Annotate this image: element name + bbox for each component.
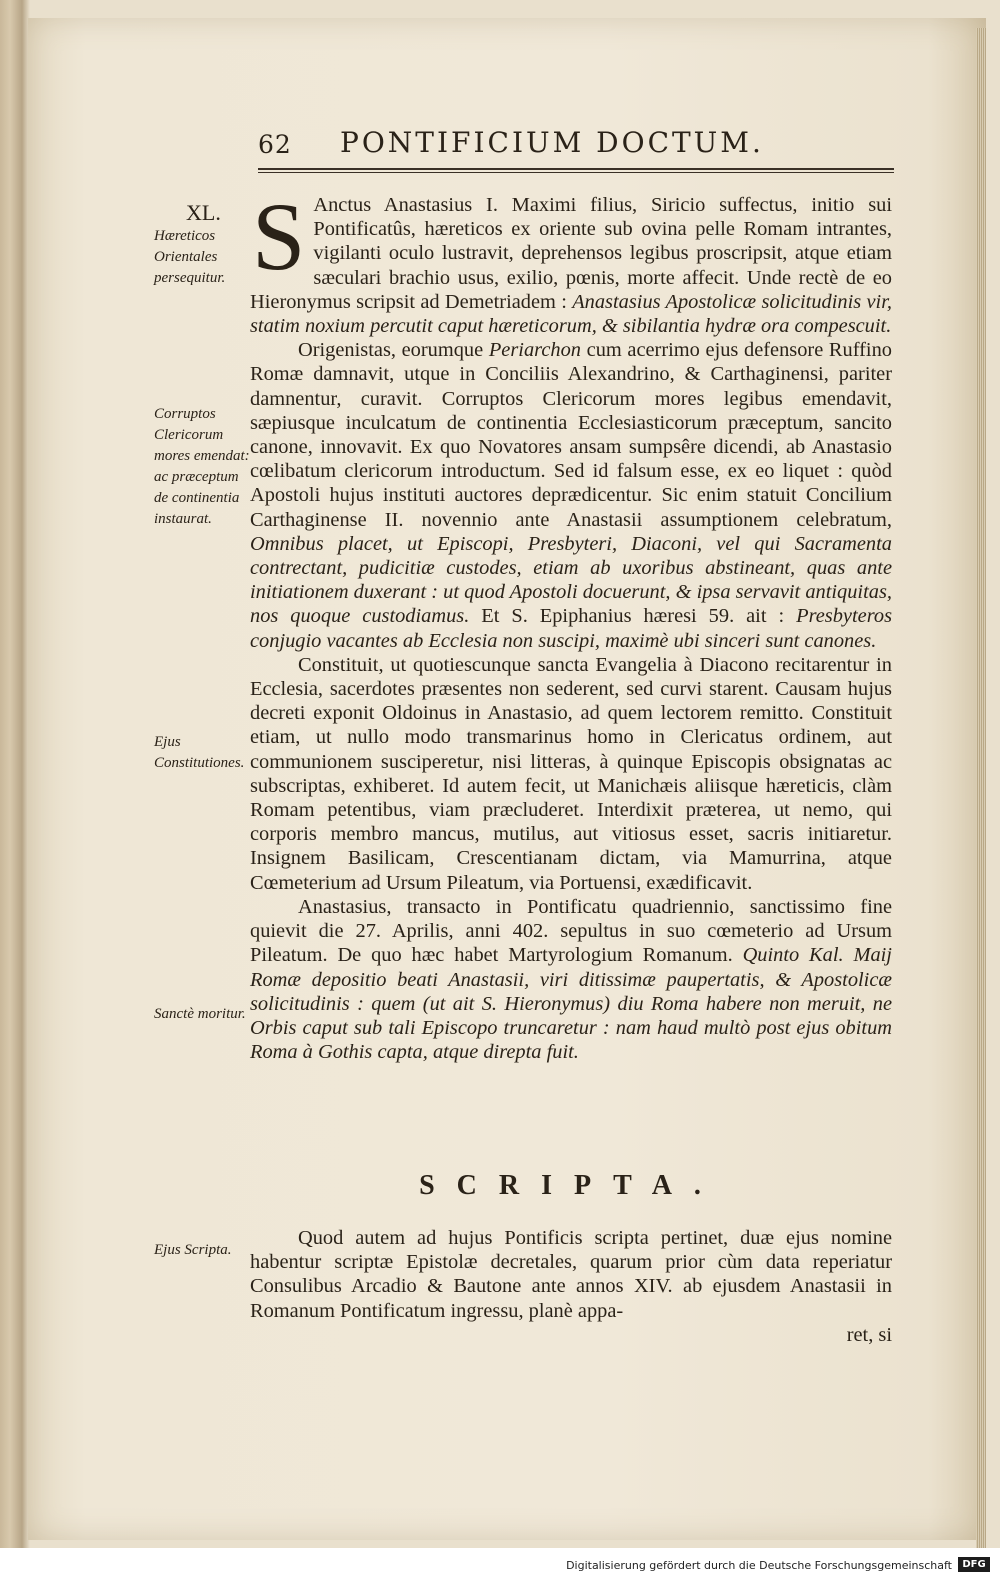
running-title: PONTIFICIUM DOCTUM. bbox=[340, 126, 764, 159]
paragraph-4-text: Anastasius, transacto in Pontificatu quadriennio, sanctissimo fine quievit die 27. Aprilis, anni 402. sepultus in suo cœmeterio ad Ursum Pileatum. De quo hæc habet Martyrologium Romanum. bbox=[250, 895, 892, 967]
margin-note-death: Sanctè moritur. bbox=[154, 1006, 246, 1022]
paragraph-1 bbox=[250, 183, 892, 338]
header-rule bbox=[258, 168, 894, 173]
paragraph-2 bbox=[250, 338, 892, 653]
dfg-logo: DFG bbox=[958, 1557, 990, 1572]
paragraph-2-text-c: Et S. Epiphanius hæresi 59. ait : bbox=[481, 605, 785, 628]
drop-cap: S bbox=[252, 183, 306, 290]
page-number: 62 bbox=[258, 130, 292, 159]
paragraph-2-quote-council: Omnibus placet, ut Episcopi, Presbyteri, Diaconi, vel qui Sacramenta contrectant, pudicitiæ custodes, etiam ab uxoribus abstineant, quas ante initiationem duxerant : ut quod Apostoli docuerunt, & ipsa servavit antiquitas, nos quoque custodiamus. bbox=[250, 532, 892, 628]
page-edge bbox=[976, 28, 986, 1558]
paragraph-4 bbox=[250, 895, 892, 1064]
chapter-numeral: XL. bbox=[186, 200, 221, 225]
margin-note-constitutions: Ejus Constitutiones. bbox=[154, 734, 245, 771]
paragraph-1-quote: Anastasius Apostolicæ solicitudinis vir, statim noxium percutit caput hæreticorum, & sibilantia hydræ ora compescuit. bbox=[250, 290, 892, 338]
paragraph-1-text: Anctus Anastasius I. Maximi filius, Siricio suffectus, initio sui Pontificatûs, hæreticos ex oriente sub ovina pelle Romam intrantes, vigilanti oculo lustravit, deprehensos legibus proscripsit, atque etiam sæculari brachio usus, exilio, pœnis, morte affecit. Unde rectè de eo Hieronymus scripsit ad Demetriadem : bbox=[250, 194, 892, 313]
scripta-text bbox=[250, 1226, 892, 1347]
margin-note-heretics: Hæreticos Orientales persequitur. bbox=[154, 228, 226, 286]
paragraph-5: Quod autem ad hujus Pontificis scripta pertinet, duæ ejus nomine habentur scriptæ Epistolæ decretales, quarum prior cùm data reperiatur Consulibus Arcadio & Bautone ante annos XIV. ab ejusdem Anastasii in Romanum Pontificatum ingressu, planè appa- bbox=[250, 1227, 892, 1322]
margin-note-writings: Ejus Scripta. bbox=[154, 1242, 232, 1258]
paragraph-2-text-a: Origenistas, eorumque bbox=[298, 339, 484, 362]
paragraph-5-end: ret, si bbox=[846, 1323, 892, 1346]
margin-note-clergy: Corruptos Clericorum mores emendat: ac præceptum de continentia instaurat. bbox=[154, 406, 250, 527]
footer-bar bbox=[0, 1548, 1000, 1581]
main-text bbox=[250, 183, 892, 1064]
paragraph-3: Constituit, ut quotiescunque sancta Evangelia à Diacono recitarentur in Ecclesia, sacerdotes præsentes non sederent, sed curvi starent. Causam hujus decreti exponit Oldoinus in Anastasio, ad quem lectorem remitto. Constituit etiam, ut nullo modo transmarinus homo in Clericatus ordinem, aut communionem susciperetur, nisi litteras, à quinque Episcopis obsignatas ac subscriptas, exhiberet. Id autem fecit, ut Manichæis aliisque hæreticis, clàm Romam petentibus, viam præcluderet. Interdixit præterea, ut nemo, qui corporis membro mancus, mutilus, aut vitiosus esset, sacris initiaretur. Insignem Basilicam, Crescentianam dictam, via Mamurrina, atque Cœmeterium ad Ursum Pileatum, via Portuensi, exædificavit. bbox=[250, 653, 892, 894]
paragraph-2-text-b: cum acerrimo ejus defensore Ruffino Romæ damnavit, utque in Conciliis Alexandrino, & Carthaginensi, pariter damnentur, curavit. Corruptos Clericorum mores legibus emendavit, sæpiusque inculcatum de continentia Ecclesiasticorum præceptum, sancito canone, innovavit. Ex quo Novatores ansam sumpsêre dicendi, ab Anastasio cœlibatum clericorum introductum. Sed id falsum esse, ex eo liquet : quòd Apostoli hujus instituti auctores deprædicentur. Sic enim statuit Concilium Carthaginense II. novennio ante Anastasii assumptionem celebratum, bbox=[250, 339, 892, 531]
paragraph-4-martyrology: Quinto Kal. Maij Romæ depositio beati Anastasii, viri ditissimæ paupertatis, & Apostolicæ solicitudinis : quem (ut ait S. Hieronymus) diu Roma habere non meruit, ne Orbis caput sub tali Episcopo truncaretur : nam haud multò post ejus obitum Roma à Gothis capta, atque direpta fuit. bbox=[250, 944, 892, 1064]
section-title: SCRIPTA. bbox=[419, 1170, 723, 1201]
paragraph-2-title: Periarchon bbox=[488, 339, 581, 362]
funding-credit: Digitalisierung gefördert durch die Deutsche Forschungsgemeinschaft bbox=[566, 1559, 952, 1572]
paragraph-2-quote-epiphanius: Presbyteros conjugio vacantes ab Ecclesia non suscipi, maximè ubi sinceri sunt canones. bbox=[250, 605, 892, 652]
